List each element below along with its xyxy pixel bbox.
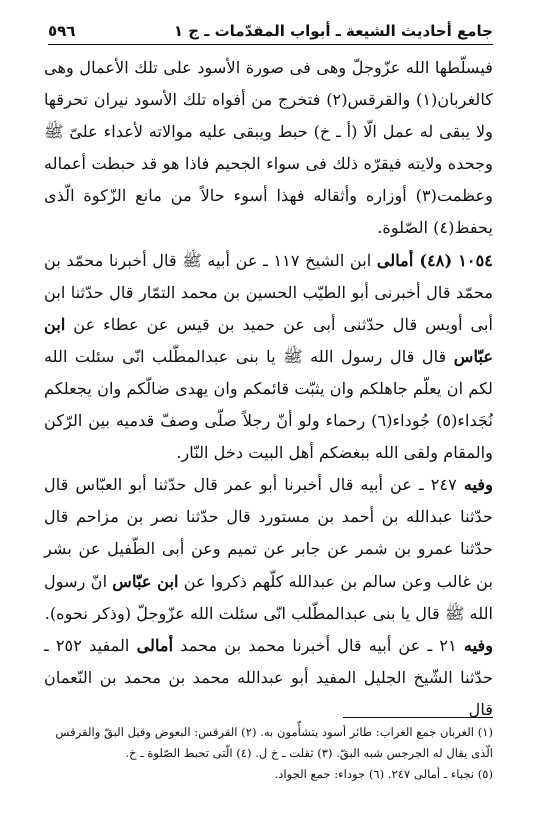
- source-wafihi: وفيه: [463, 475, 493, 495]
- ibn-abbas-name: ابن عبّاس: [44, 314, 493, 366]
- amali-source: أمالى: [136, 635, 174, 655]
- header-rule: [48, 44, 493, 45]
- paragraph-1: فيسلّطها الله عزّوجلّ وهى فى صورة الأسود على تلك الأعمال وهى كالغربان(١) والقرقس(٢) فتخرج من أفواه تلك الأسود نيران تحرقها ولا يبقى له عمل الّا (أ ـ خ) حبط ويبقى عليه موالاته لأعداء علىّ ﷺ وجحده ولايته فيقرّه ذلك فى سواء الجحيم فاذا هو قد حبطت أعماله وعظمت(٣) أوزاره وأثقاله فهذا أسوء حالاً من مانع الزّكوة الّذى يحفظ(٤) الصّلوة.: [44, 58, 493, 238]
- paragraph-2-text: ابن الشيخ ١١٧ ـ عن أبيه ﷺ قال أخبرنا محمّد بن محمّد قال أخبرنى أبو الطيّب الحسين بن محمد التمّار قال حدّثنا ابن أبى أويس قال حدّثنى أبى عن حميد بن قيس عن عطاء عن: [44, 250, 493, 334]
- hadith-number-1054: ١٠٥٤ (٤٨) أمالى: [376, 250, 493, 270]
- main-text: [44, 52, 493, 726]
- footnote-line: (٥) نجباء ـ أمالى ٢٤٧. (٦) جوداء: جمع الجواد.: [274, 767, 493, 781]
- paragraph-2-text-b: قال قال رسول الله ﷺ يا بنى عبدالمطّلب انّى سئلت الله لكم ان يعلّم جاهلكم وان يثبّت قائمكم وان يهدى ضالّكم وان يجعلكم نُجَداء(٥) جُوداء(٦) رحماء ولو أنّ رجلاً صلّى وصفّ قدميه بين الرّكن والمقام ولقى الله ببغضكم أهل البيت دخل النّار.: [44, 346, 493, 463]
- paragraph-4-text-b: المفيد ٢٥٢ ـ حدّثنا الشّيخ الجليل المفيد أبو عبدالله محمد بن محمد بن النّعمان قال: [44, 635, 493, 719]
- header-title: جامع أحاديث الشيعة ـ أبواب المقدّمات ـ ج ١: [173, 22, 493, 40]
- source-wafihi-2: وفيه: [463, 635, 494, 655]
- running-header: [48, 14, 493, 40]
- paragraph-3: [44, 469, 493, 629]
- paragraph-3-text-b: انّ رسول الله ﷺ قال يا بنى عبدالمطّلب انّى سئلت الله عزّوجلّ (وذكر نحوه).: [44, 571, 493, 623]
- paragraph-4-text: ٢١ ـ عن أبيه قال أخبرنا محمد بن محمد: [180, 635, 457, 655]
- ibn-abbas-name-2: ابن عبّاس: [112, 571, 179, 591]
- footnotes: [44, 722, 493, 785]
- paragraph-2: [44, 245, 493, 470]
- paragraph-3-text: ٢٤٧ ـ عن أبيه قال أخبرنا أبو عمر قال حدّثنا أبو العبّاس قال حدّثنا عبدالله بن أحمد بن مستورد قال حدّثنا نصر بن مزاحم قال حدّثنا عمرو بن شمر عن جابر عن تميم وعن أبى الطّفيل عن بشر بن غالب وعن سالم بن عبدالله كلّهم ذكروا عن: [44, 475, 493, 591]
- paragraph-4: [44, 630, 493, 726]
- page-number: ٥٩٦: [48, 22, 76, 40]
- footnote-line: (١) الغربان جمع الغراب: طائر أسود يتشأّمون به. (٢) القرقس: البعوض وقيل البقّ والقرقس الّذى يقال له الجرجس شبه البقّ. (٣) ثقلت ـ خ ل. (٤) الّتى تحبط الصّلوة ـ خ.: [55, 725, 493, 760]
- footnote-rule: [343, 717, 493, 718]
